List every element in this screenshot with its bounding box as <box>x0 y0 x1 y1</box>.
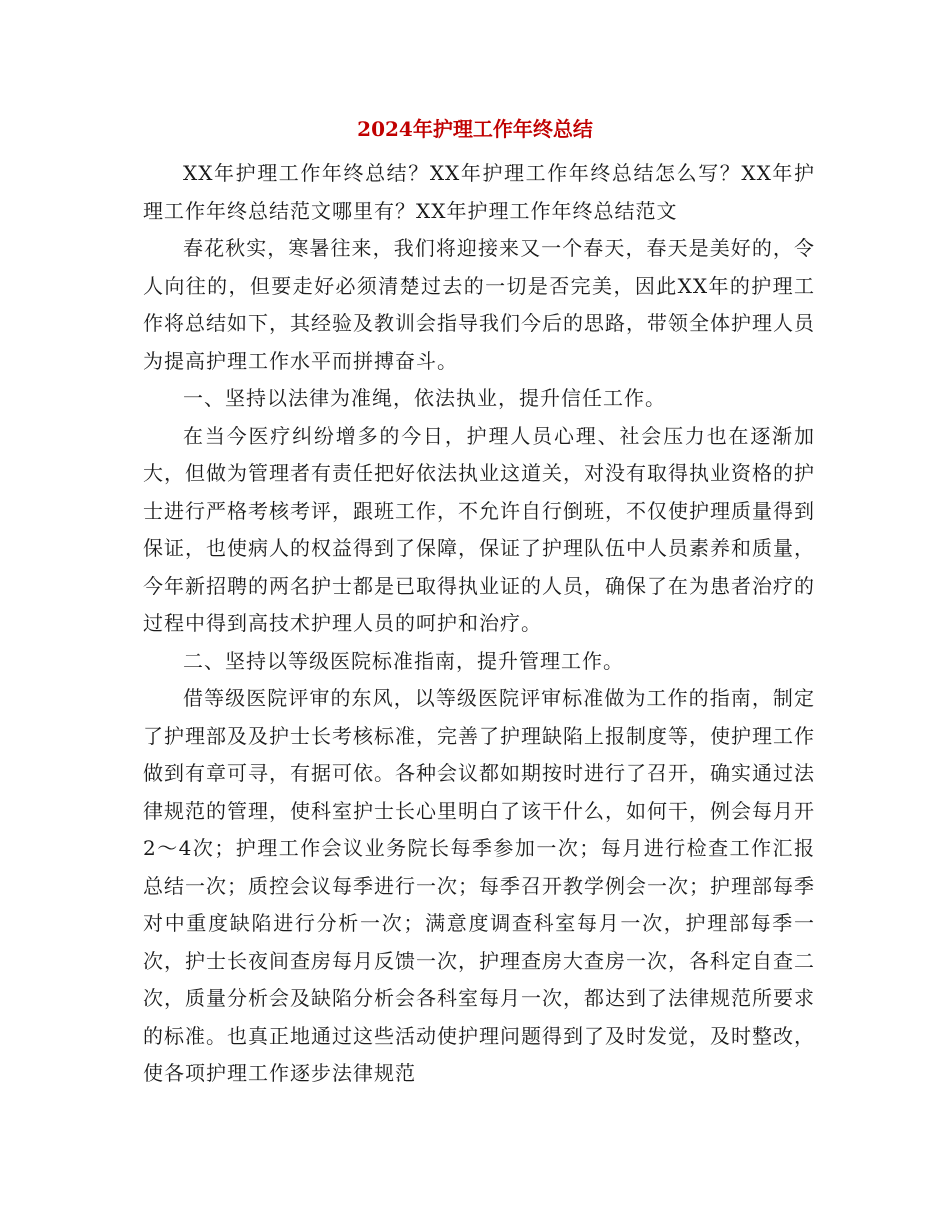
document-body <box>143 155 815 1093</box>
paragraph-intro-questions: XX年护理工作年终总结？XX年护理工作年终总结怎么写？XX年护理工作年终总结范文哪里有？XX年护理工作年终总结范文 <box>143 161 815 223</box>
paragraph-preface: 春花秋实，寒暑往来，我们将迎接来又一个春天，春天是美好的，令人向往的，但要走好必须清楚过去的一切是否完美，因此XX年的护理工作将总结如下，其经验及教训会指导我们今后的思路，带领全体护理人员为提高护理工作水平而拼搏奋斗。 <box>143 236 815 373</box>
document-title: 2024年护理工作年终总结 <box>357 117 593 141</box>
paragraph-section-2: 借等级医院评审的东风，以等级医院评审标准做为工作的指南，制定了护理部及及护士长考核标准，完善了护理缺陷上报制度等，使护理工作做到有章可寻，有据可依。各种会议都如期按时进行了召开，确实通过法律规范的管理，使科室护士长心里明白了该干什么，如何干，例会每月开2～4次；护理工作会议业务院长每季参加一次；每月进行检查工作汇报总结一次；质控会议每季进行一次；每季召开教学例会一次；护理部每季对中重度缺陷进行分析一次；满意度调查科室每月一次，护理部每季一次，护士长夜间查房每月反馈一次，护理查房大查房一次，各科定自查二次，质量分析会及缺陷分析会各科室每月一次，都达到了法律规范所要求的标准。也真正地通过这些活动使护理问题得到了及时发觉，及时整改，使各项护理工作逐步法律规范 <box>143 686 815 1085</box>
section-heading-1: 一、坚持以法律为准绳，依法执业，提升信任工作。 <box>183 386 666 410</box>
section-heading-2: 二、坚持以等级医院标准指南，提升管理工作。 <box>183 648 624 673</box>
paragraph-section-1: 在当今医疗纠纷增多的今日，护理人员心理、社会压力也在逐渐加大，但做为管理者有责任把好依法执业这道关，对没有取得执业资格的护士进行严格考核考评，跟班工作，不允许自行倒班，不仅使护理质量得到保证，也使病人的权益得到了保障，保证了护理队伍中人员素养和质量，今年新招聘的两名护士都是已取得执业证的人员，确保了在为患者治疗的过程中得到高技术护理人员的呵护和治疗。 <box>143 423 815 635</box>
